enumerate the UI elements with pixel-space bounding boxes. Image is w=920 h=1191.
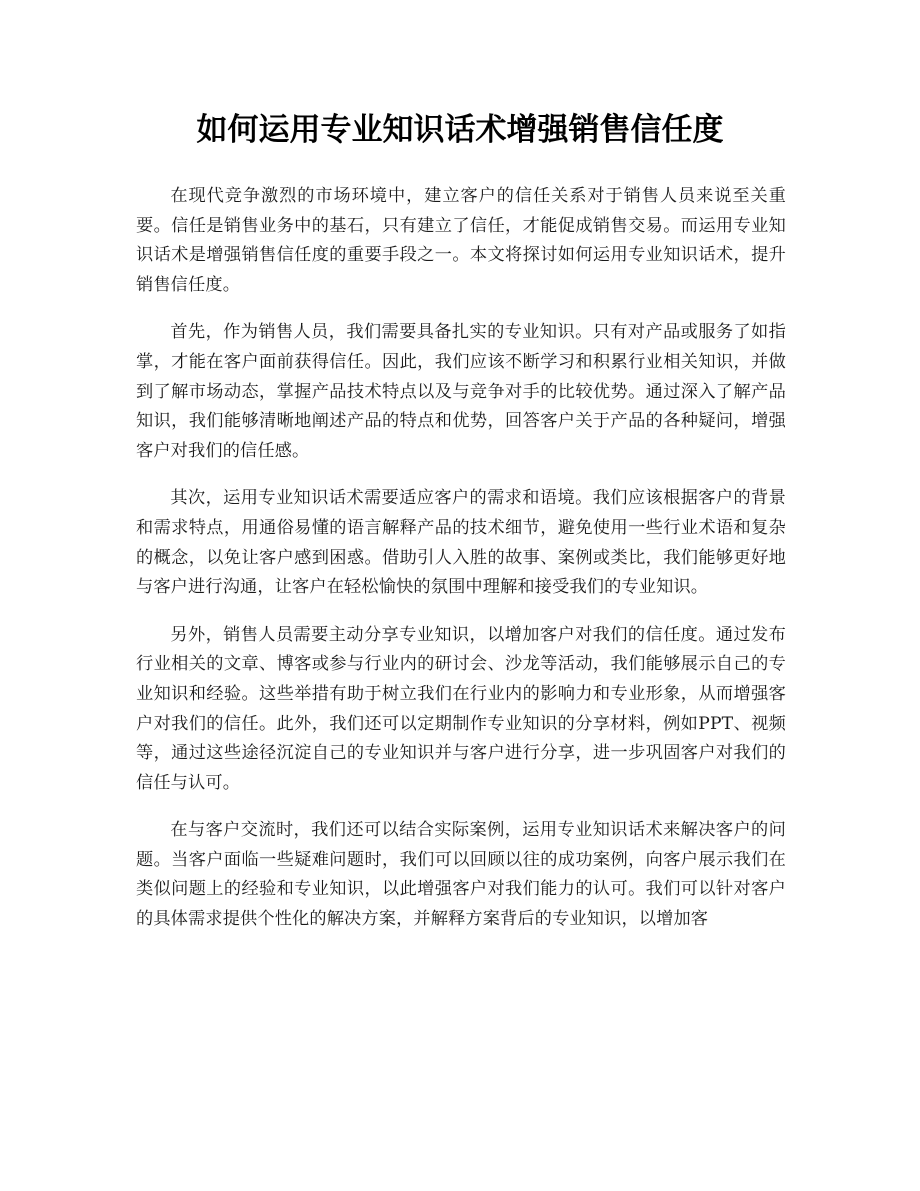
paragraph-2: 首先，作为销售人员，我们需要具备扎实的专业知识。只有对产品或服务了如指掌，才能在客户面前获得信任。因此，我们应该不断学习和积累行业相关知识，并做到了解市场动态，掌握产品技术特点以及与竞争对手的比较优势。通过深入了解产品知识，我们能够清晰地阐述产品的特点和优势，回答客户关于产品的各种疑问，增强客户对我们的信任感。: [136, 322, 786, 461]
document-body: [136, 182, 786, 953]
paragraph-3: 其次，运用专业知识话术需要适应客户的需求和语境。我们应该根据客户的背景和需求特点，用通俗易懂的语言解释产品的技术细节，避免使用一些行业术语和复杂的概念，以免让客户感到困惑。借助引人入胜的故事、案例或类比，我们能够更好地与客户进行沟通，让客户在轻松愉快的氛围中理解和接受我们的专业知识。: [136, 488, 786, 598]
paragraph-1: 在现代竞争激烈的市场环境中，建立客户的信任关系对于销售人员来说至关重要。信任是销售业务中的基石，只有建立了信任，才能促成销售交易。而运用专业知识话术是增强销售信任度的重要手段之一。本文将探讨如何运用专业知识话术，提升销售信任度。: [136, 186, 786, 295]
page-title: 如何运用专业知识话术增强销售信任度: [196, 112, 724, 148]
paragraph-5: 在与客户交流时，我们还可以结合实际案例，运用专业知识话术来解决客户的问题。当客户面临一些疑难问题时，我们可以回顾以往的成功案例，向客户展示我们在类似问题上的经验和专业知识，以此增强客户对我们能力的认可。我们可以针对客户的具体需求提供个性化的解决方案，并解释方案背后的专业知识，以增加客: [136, 820, 786, 930]
paragraph-4: 另外，销售人员需要主动分享专业知识，以增加客户对我们的信任度。通过发布行业相关的文章、博客或参与行业内的研讨会、沙龙等活动，我们能够展示自己的专业知识和经验。这些举措有助于树立我们在行业内的影响力和专业形象，从而增强客户对我们的信任。此外，我们还可以定期制作专业知识的分享材料，例如PPT、视频等，通过这些途径沉淀自己的专业知识并与客户进行分享，进一步巩固客户对我们的信任与认可。: [136, 624, 786, 793]
